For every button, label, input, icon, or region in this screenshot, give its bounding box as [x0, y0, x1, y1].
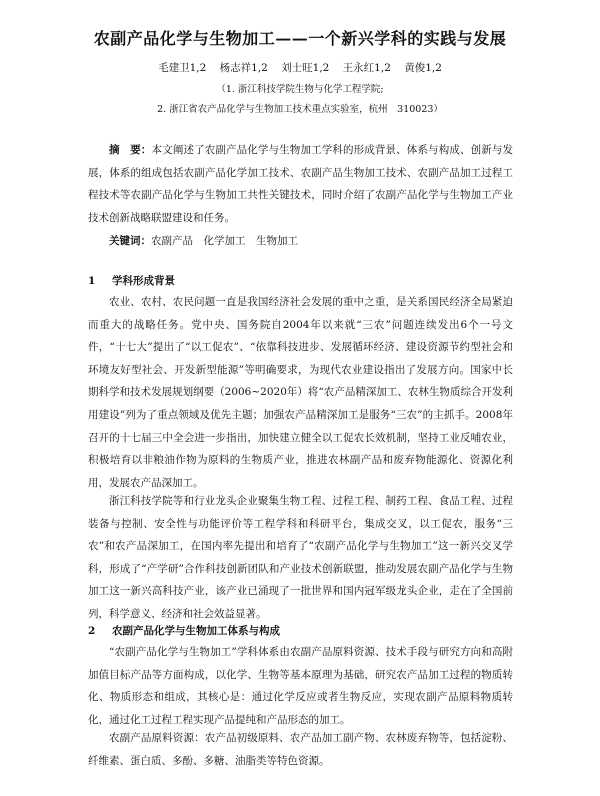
keywords-text: 农副产品 化学加工 生物加工	[151, 235, 298, 247]
paper-title: 农副产品化学与生物加工——一个新兴学科的实践与发展	[93, 29, 507, 48]
keywords	[88, 230, 513, 253]
author-list: 毛建卫1,2 杨志祥1,2 刘士旺1,2 王永红1,2 黄俊1,2	[158, 62, 442, 74]
abstract-text: 本文阐述了农副产品化学与生物加工学科的形成背景、体系与构成、创新与发展，体系的组成包括农副产品化学加工技术、农副产品生物加工技术、农副产品加工过程工程技术等农副产品化学与生物加工共性关键技术，同时介绍了农副产品化学与生物加工产业技术创新战略联盟建设和任务。	[88, 144, 514, 224]
section-1-number: 1	[88, 275, 96, 287]
section-2-heading	[88, 623, 280, 638]
section-1-heading	[88, 273, 175, 288]
abstract	[88, 139, 513, 229]
affiliation-1: （1. 浙江科技学院生物与化学工程学院;	[216, 84, 384, 95]
keywords-label: 关键词：	[109, 235, 151, 247]
section-1-paragraph-2: 浙江科技学院等和行业龙头企业聚集生物工程、过程工程、制药工程、食品工程、过程装备与控制、安全性与功能评价等工程学科和科研平台，集成交叉，以工促农，服务“三农”和农产品深加工，在国内率先提出和培育了“农副产品化学与生物加工”这一新兴交叉学科，形成了“产学研”合作科技创新团队和产业技术创新联盟，推动发展农副产品化学与生物加工这一新兴高科技产业，该产业已涌现了一批世界和国内冠军级龙头企业，走在了全国前列，科学意义、经济和社会效益显著。	[88, 495, 513, 620]
section-2-paragraph-2: 农副产品原料资源：农产品初级原料、农产品加工副产物、农林废弃物等，包括淀粉、纤维素、蛋白质、多酚、多糖、油脂类等特色资源。	[88, 732, 513, 767]
section-2-number: 2	[88, 625, 96, 637]
section-1-title: 学科形成背景	[112, 275, 175, 287]
section-1-paragraph-1: 农业、农村、农民问题一直是我国经济社会发展的重中之重，是关系国民经济全局紧迫而重大的战略任务。党中央、国务院自2004年以来就“三农”问题连续发出6个一号文件，“十七大”提出了“以工促农”、“依靠科技进步、发展循环经济、建设资源节约型社会和环境友好型社会、开发新型能源”等明确要求，为现代农业建设指出了发展方向。国家中长期科学和技术发展规划纲要（2006~2020年）将“农产品精深加工、农林生物质综合开发利用建设”列为了重点领域及优先主题；加强农产品精深加工是服务“三农”的主抓手。2008年召开的十七届三中全会进一步指出，加快建立健全以工促农长效机制，坚持工业反哺农业，积极培育以非粮油作物为原料的生物质产业，推进农林副产品和废弃物能源化、资源化利用，发展农产品深加工。	[88, 296, 513, 489]
abstract-label: 摘 要：	[109, 144, 152, 156]
section-2-paragraph-1: “农副产品化学与生物加工”学科体系由农副产品原料资源、技术手段与研究方向和高附加值目标产品等方面构成，以化学、生物等基本原理为基础，研究农产品加工过程的物质转化、物质形态和组成，其核心是：通过化学反应或者生物反应，实现农副产品原料物质转化，通过化工过程工程实现产品提纯和产品形态的加工。	[88, 646, 513, 726]
section-2-title: 农副产品化学与生物加工体系与构成	[112, 625, 280, 637]
affiliation-2: 2. 浙江省农产品化学与生物加工技术重点实验室，杭州 310023）	[157, 104, 443, 115]
